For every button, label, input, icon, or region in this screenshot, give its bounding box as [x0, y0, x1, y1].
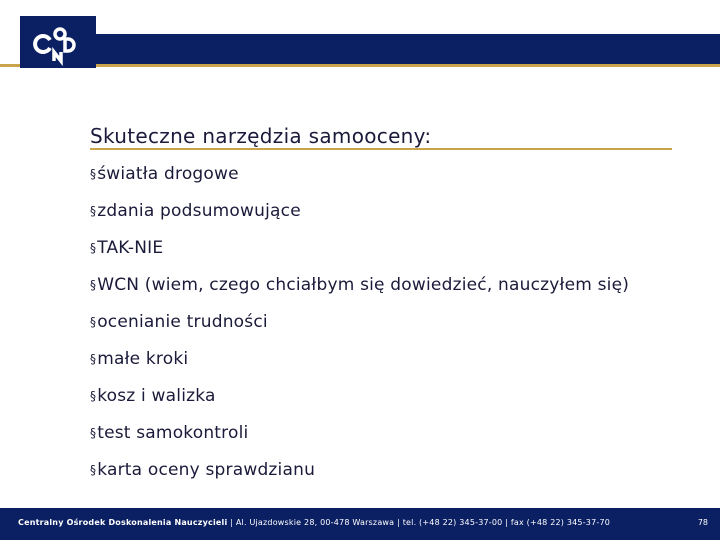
- footer-contact: Centralny Ośrodek Doskonalenia Nauczycieli | Al. Ujazdowskie 28, 00-478 Warszawa | tel. (+48 22) 345-37-00 | fax (+48 22) 345-37-70: [18, 518, 611, 527]
- bullet-item: §światła drogowe: [90, 164, 239, 184]
- bullet-item: §kosz i walizka: [90, 386, 216, 406]
- footer-org-name: Centralny Ośrodek Doskonalenia Nauczycieli: [18, 518, 228, 527]
- page-number: 78: [697, 518, 708, 527]
- header-band: [96, 34, 720, 64]
- footer-phone: tel. (+48 22) 345-37-00: [402, 518, 503, 527]
- bullet-marker-icon: §: [90, 278, 97, 292]
- codn-logo: [20, 16, 96, 68]
- bullet-marker-icon: §: [90, 463, 97, 477]
- bullet-marker-icon: §: [90, 426, 97, 440]
- bullet-marker-icon: §: [90, 167, 97, 181]
- bullet-item: §TAK-NIE: [90, 238, 164, 258]
- header-accent-strip: [0, 64, 20, 67]
- bullet-item: §karta oceny sprawdzianu: [90, 460, 316, 480]
- bullet-marker-icon: §: [90, 315, 97, 329]
- slide-title: Skuteczne narzędzia samooceny:: [90, 124, 432, 148]
- bullet-marker-icon: §: [90, 204, 97, 218]
- bullet-marker-icon: §: [90, 352, 97, 366]
- bullet-item: §test samokontroli: [90, 423, 249, 443]
- bullet-marker-icon: §: [90, 241, 97, 255]
- bullet-marker-icon: §: [90, 389, 97, 403]
- footer-address: Al. Ujazdowskie 28, 00-478 Warszawa: [235, 518, 395, 527]
- bullet-list: [90, 164, 690, 497]
- bullet-item: §WCN (wiem, czego chciałbym się dowiedzieć, nauczyłem się): [90, 275, 630, 295]
- bullet-item: §zdania podsumowujące: [90, 201, 301, 221]
- footer-fax: fax (+48 22) 345-37-70: [510, 518, 611, 527]
- footer-bar: [0, 508, 720, 540]
- bullet-item: §małe kroki: [90, 349, 189, 369]
- bullet-item: §ocenianie trudności: [90, 312, 268, 332]
- title-divider: [90, 148, 672, 150]
- codn-logo-icon: [20, 16, 96, 68]
